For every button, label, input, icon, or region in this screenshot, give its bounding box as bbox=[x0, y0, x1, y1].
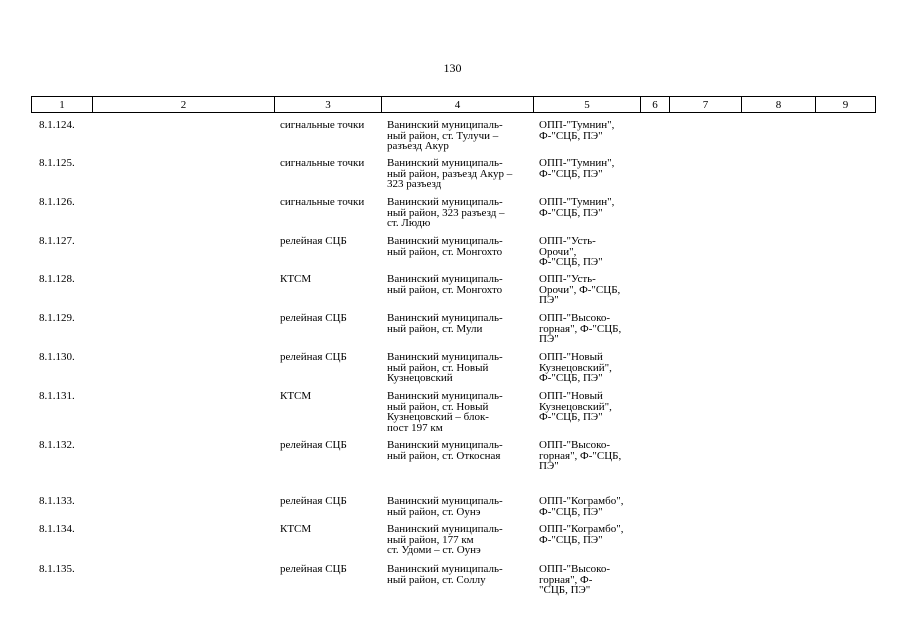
responsible-org: ОПП-"Высоко- горная", Ф-"СЦБ, ПЭ" bbox=[539, 312, 622, 346]
responsible-org: ОПП-"Усть- Орочи", Ф-"СЦБ, ПЭ" bbox=[539, 235, 603, 269]
row-number: 8.1.128. bbox=[39, 273, 75, 285]
column-header-7: 7 bbox=[670, 97, 742, 113]
object-type: релейная СЦБ bbox=[280, 563, 347, 575]
object-type: релейная СЦБ bbox=[280, 495, 347, 507]
row-number: 8.1.130. bbox=[39, 351, 75, 363]
row-number: 8.1.135. bbox=[39, 563, 75, 575]
object-location: Ванинский муниципаль- ный район, ст. Мули bbox=[387, 312, 503, 335]
object-type: релейная СЦБ bbox=[280, 312, 347, 324]
responsible-org: ОПП-"Высоко- горная", Ф-"СЦБ, ПЭ" bbox=[539, 439, 622, 473]
page-number: 130 bbox=[443, 61, 462, 75]
object-type: сигнальные точки bbox=[280, 196, 365, 208]
column-header-3: 3 bbox=[275, 97, 382, 113]
object-type: КТСМ bbox=[280, 390, 312, 402]
object-type: релейная СЦБ bbox=[280, 351, 347, 363]
object-location: Ванинский муниципаль- ный район, 323 разъезд – ст. Людю bbox=[387, 196, 505, 230]
object-location: Ванинский муниципаль- ный район, ст. Тулучи – разъезд Акур bbox=[387, 119, 503, 153]
object-location: Ванинский муниципаль- ный район, разъезд Акур – 323 разъезд bbox=[387, 157, 513, 191]
object-location: Ванинский муниципаль- ный район, ст. Соллу bbox=[387, 563, 503, 586]
row-number: 8.1.127. bbox=[39, 235, 75, 247]
object-type: КТСМ bbox=[280, 273, 312, 285]
responsible-org: ОПП-"Новый Кузнецовский", Ф-"СЦБ, ПЭ" bbox=[539, 390, 612, 424]
row-number: 8.1.134. bbox=[39, 523, 75, 535]
row-number: 8.1.124. bbox=[39, 119, 75, 131]
object-location: Ванинский муниципаль- ный район, ст. Откосная bbox=[387, 439, 503, 462]
responsible-org: ОПП-"Новый Кузнецовский", Ф-"СЦБ, ПЭ" bbox=[539, 351, 612, 385]
object-location: Ванинский муниципаль- ный район, ст. Новый Кузнецовский bbox=[387, 351, 503, 385]
row-number: 8.1.133. bbox=[39, 495, 75, 507]
column-header-8: 8 bbox=[742, 97, 816, 113]
object-type: релейная СЦБ bbox=[280, 439, 347, 451]
column-header-9: 9 bbox=[816, 97, 876, 113]
responsible-org: ОПП-"Тумнин", Ф-"СЦБ, ПЭ" bbox=[539, 157, 615, 180]
row-number: 8.1.131. bbox=[39, 390, 75, 402]
responsible-org: ОПП-"Кограмбо", Ф-"СЦБ, ПЭ" bbox=[539, 495, 624, 518]
object-location: Ванинский муниципаль- ный район, ст. Монгохто bbox=[387, 235, 503, 258]
object-location: Ванинский муниципаль- ный район, 177 км ст. Удоми – ст. Оунэ bbox=[387, 523, 503, 557]
column-header-6: 6 bbox=[641, 97, 670, 113]
object-type: КТСМ bbox=[280, 523, 312, 535]
column-header-5: 5 bbox=[534, 97, 641, 113]
object-location: Ванинский муниципаль- ный район, ст. Оунэ bbox=[387, 495, 503, 518]
responsible-org: ОПП-"Кограмбо", Ф-"СЦБ, ПЭ" bbox=[539, 523, 624, 546]
object-type: релейная СЦБ bbox=[280, 235, 347, 247]
responsible-org: ОПП-"Тумнин", Ф-"СЦБ, ПЭ" bbox=[539, 196, 615, 219]
responsible-org: ОПП-"Усть- Орочи", Ф-"СЦБ, ПЭ" bbox=[539, 273, 621, 307]
column-header-4: 4 bbox=[382, 97, 534, 113]
column-header-1: 1 bbox=[32, 97, 93, 113]
row-number: 8.1.125. bbox=[39, 157, 75, 169]
row-number: 8.1.129. bbox=[39, 312, 75, 324]
object-location: Ванинский муниципаль- ный район, ст. Монгохто bbox=[387, 273, 503, 296]
column-header-2: 2 bbox=[93, 97, 275, 113]
responsible-org: ОПП-"Тумнин", Ф-"СЦБ, ПЭ" bbox=[539, 119, 615, 142]
object-type: сигнальные точки bbox=[280, 157, 365, 169]
responsible-org: ОПП-"Высоко- горная", Ф- "СЦБ, ПЭ" bbox=[539, 563, 611, 597]
row-number: 8.1.126. bbox=[39, 196, 75, 208]
object-type: сигнальные точки bbox=[280, 119, 365, 131]
object-location: Ванинский муниципаль- ный район, ст. Новый Кузнецовский – блок- пост 197 км bbox=[387, 390, 503, 435]
row-number: 8.1.132. bbox=[39, 439, 75, 451]
